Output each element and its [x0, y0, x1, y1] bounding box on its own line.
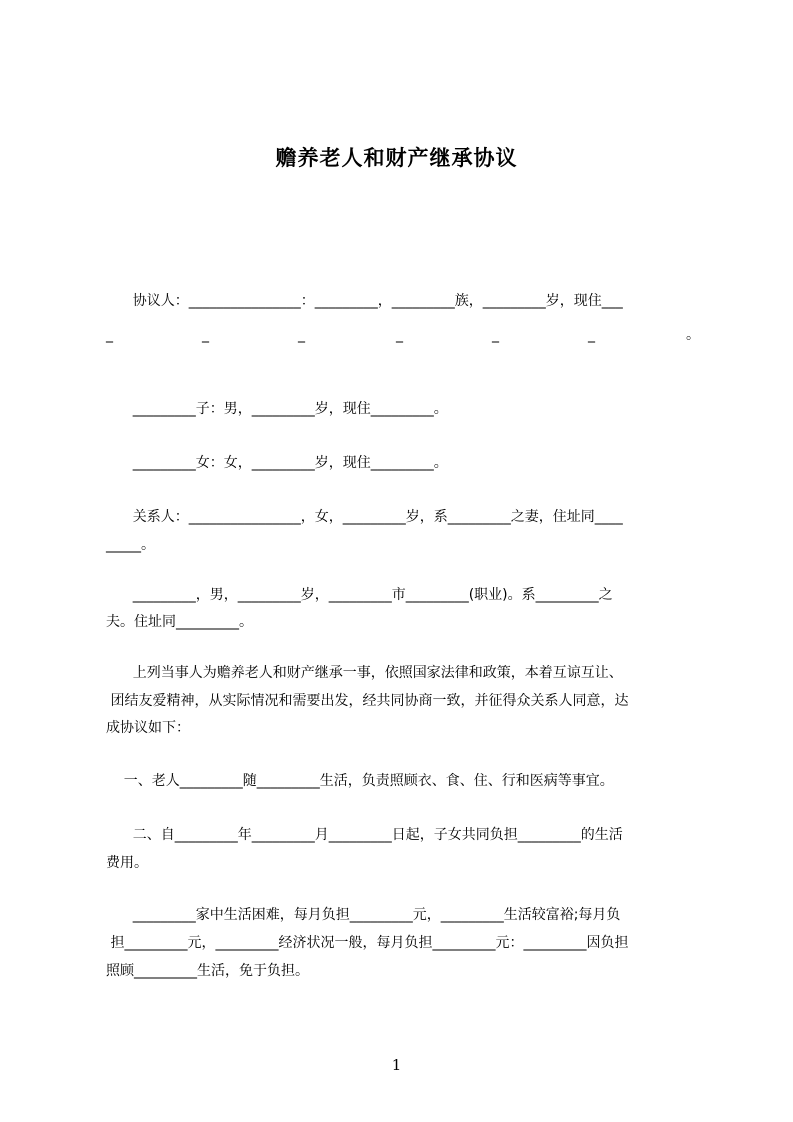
- text-line: 二、自_________年_________月_________日起，子女共同负担_________的生活: [106, 827, 623, 843]
- page-number: 1: [391, 1056, 402, 1074]
- residence-blank-segment: _: [588, 327, 595, 343]
- text-line: 关系人：________________，女，_________岁，系_________之妻，住址同____: [106, 509, 623, 525]
- document-title: 赡养老人和财产继承协议: [275, 146, 518, 170]
- text-line: 协议人：________________：_________，_________族，_________岁，现住___: [106, 293, 623, 309]
- text-line: 团结友爱精神，从实际情况和需要出发，经共同协商一致，并征得众关系人同意，达: [106, 693, 629, 709]
- residence-blank-segment: _: [298, 327, 305, 343]
- text-line: 照顾_________生活，免于负担。: [106, 963, 309, 979]
- residence-blank-segment: _: [106, 327, 113, 343]
- text-line: _________家中生活困难，每月负担_________元，_________生活较富裕;每月负: [106, 907, 621, 923]
- text-line: _________子：男，_________岁，现住_________。: [106, 401, 448, 417]
- text-line: 一、老人_________随_________生活，负责照顾衣、食、住、行和医病等事宜。: [106, 773, 614, 789]
- residence-blank-segment: _: [396, 327, 403, 343]
- text-line: _________，男，_________岁，_________市_________(职业)。系_________之: [106, 587, 613, 603]
- text-line: 担_________元，_________经济状况一般，每月负担_________元：_________因负担: [106, 935, 629, 951]
- text-line: 成协议如下：: [106, 720, 190, 736]
- residence-line-end: 。: [686, 327, 700, 343]
- residence-blank-segment: _: [202, 327, 209, 343]
- residence-blank-segment: _: [492, 327, 499, 343]
- text-line: _________女：女，_________岁，现住_________。: [106, 455, 448, 471]
- text-line: 上列当事人为赡养老人和财产继承一事，依照国家法律和政策，本着互谅互让、: [106, 665, 623, 681]
- text-line: _____。: [106, 537, 155, 553]
- text-line: 费用。: [106, 855, 148, 871]
- text-line: 夫。住址同_________。: [106, 614, 253, 630]
